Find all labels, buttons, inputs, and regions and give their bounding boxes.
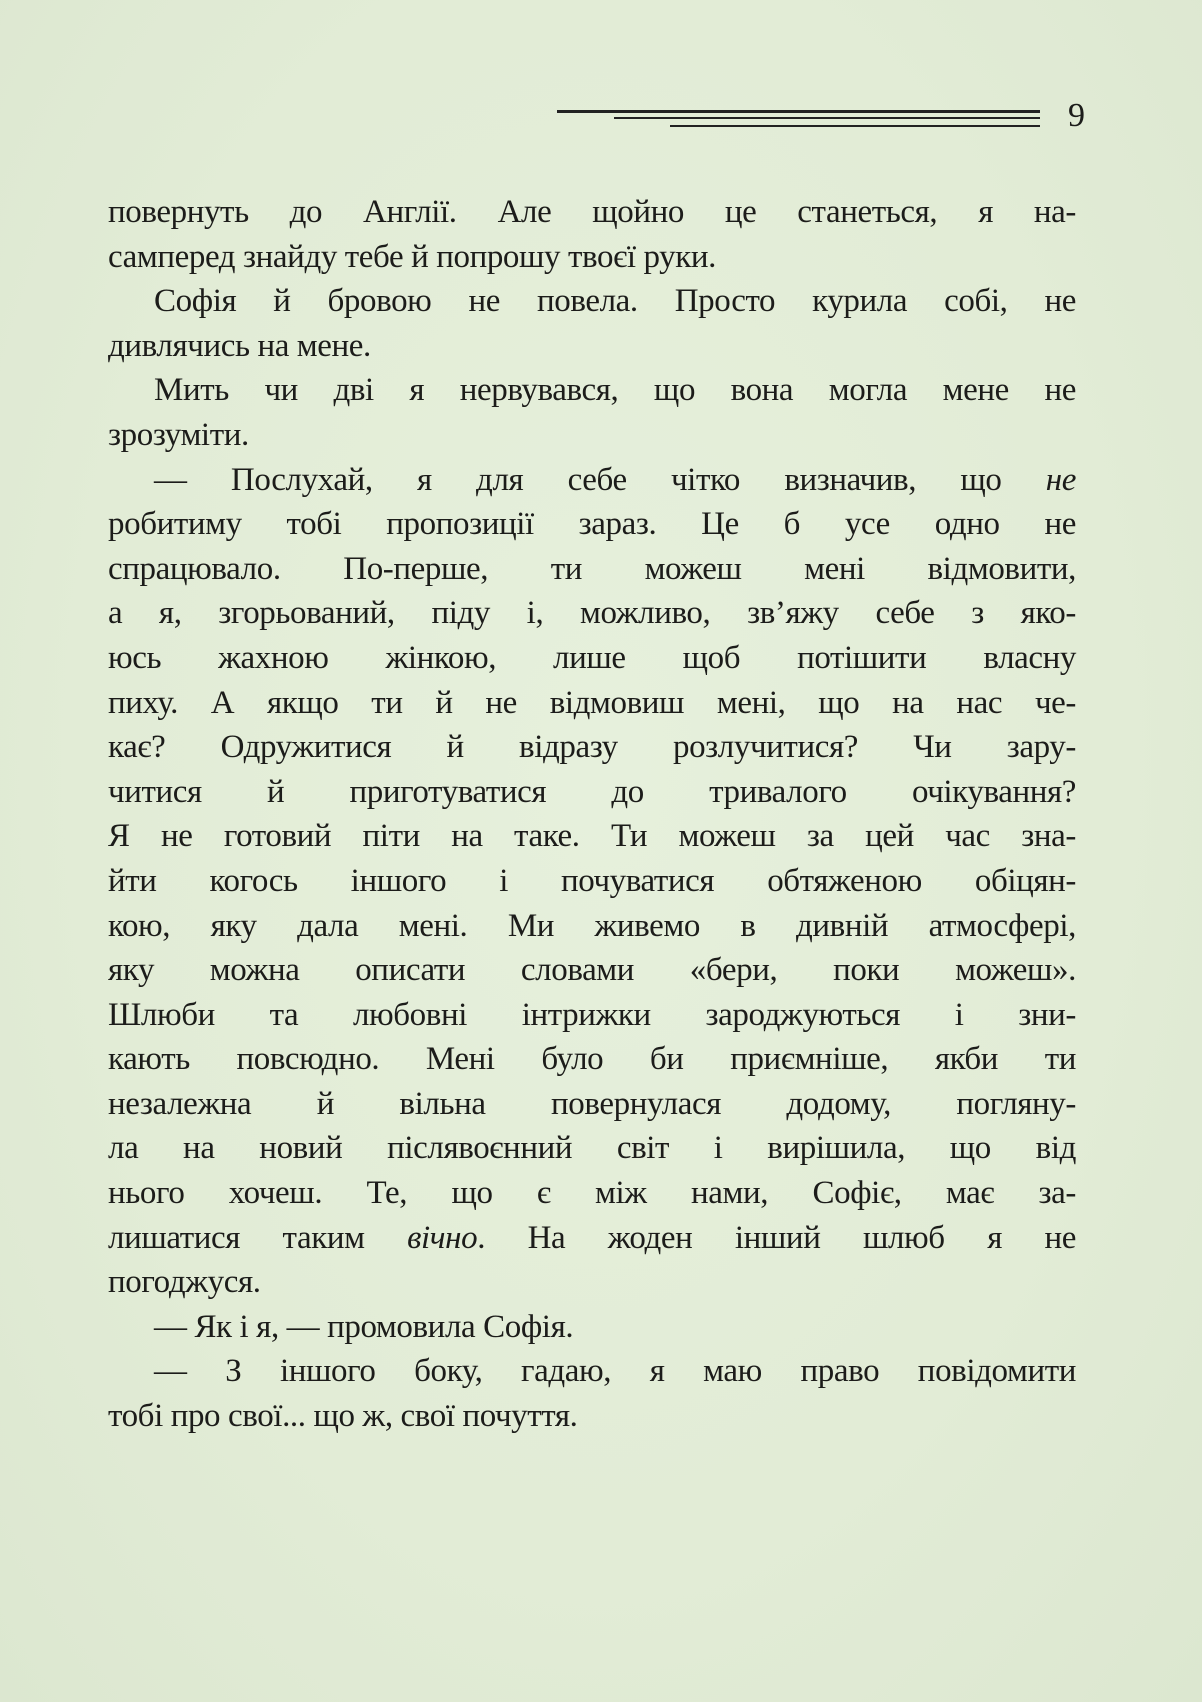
text-line: — З іншого боку, гадаю, я маю право повідомити bbox=[154, 1353, 1076, 1390]
emphasis-run: вічно bbox=[407, 1219, 478, 1256]
text-run: — Послухай, я для себе чітко визначив, що bbox=[154, 461, 1046, 498]
text-line: зрозуміти. bbox=[108, 416, 249, 453]
body-text bbox=[108, 190, 1076, 1439]
text-line: Шлюби та любовні інтрижки зароджуються і зни- bbox=[108, 996, 1076, 1033]
text-line: спрацювало. По-перше, ти можеш мені відмовити, bbox=[108, 550, 1076, 587]
emphasis-run: не bbox=[1045, 461, 1076, 498]
text-line: тобі про свої... що ж, свої почуття. bbox=[108, 1398, 578, 1435]
text-line: читися й приготуватися до тривалого очікування? bbox=[108, 773, 1076, 810]
text-line: кою, яку дала мені. Ми живемо в дивній атмосфері, bbox=[108, 907, 1076, 944]
text-line: дивлячись на мене. bbox=[108, 327, 371, 364]
text-line: самперед знайду тебе й попрошу твоєї руки. bbox=[108, 238, 716, 275]
text-line: — Як і я, — промовила Софія. bbox=[154, 1308, 574, 1345]
text-line: нього хочеш. Те, що є між нами, Софіє, має за- bbox=[108, 1175, 1076, 1212]
text-line: пиху. А якщо ти й не відмовиш мені, що на нас че- bbox=[108, 684, 1076, 721]
text-line: Мить чи дві я нервувався, що вона могла мене не bbox=[154, 372, 1076, 409]
header-rule-top bbox=[557, 110, 1040, 113]
text-line bbox=[108, 1216, 1076, 1261]
header-rule-bottom bbox=[670, 125, 1040, 127]
text-run: лишатися таким bbox=[108, 1219, 408, 1256]
running-head bbox=[555, 97, 1085, 140]
text-line: робитиму тобі пропозиції зараз. Це б усе одно не bbox=[108, 506, 1076, 543]
text-line: кає? Одружитися й відразу розлучитися? Чи зару- bbox=[108, 729, 1076, 766]
text-line: а я, згорьований, піду і, можливо, зв’яжу себе з яко- bbox=[108, 595, 1076, 632]
text-line: повернуть до Англії. Але щойно це станеться, я на- bbox=[108, 194, 1076, 230]
text-line: ла на новий післявоєнний світ і вирішила, що від bbox=[108, 1130, 1076, 1167]
text-line bbox=[108, 458, 1076, 503]
text-line: кають повсюдно. Мені було би приємніше, якби ти bbox=[108, 1041, 1076, 1078]
text-line: Я не готовий піти на таке. Ти можеш за цей час зна- bbox=[108, 818, 1076, 855]
text-line: Софія й бровою не повела. Просто курила собі, не bbox=[154, 283, 1076, 320]
header-rule-middle bbox=[614, 117, 1040, 119]
page-number: 9 bbox=[1068, 97, 1085, 134]
text-line: юсь жахною жінкою, лише щоб потішити власну bbox=[108, 639, 1076, 676]
text-line: погоджуся. bbox=[108, 1264, 261, 1301]
text-line: йти когось іншого і почуватися обтяженою обіцян- bbox=[108, 862, 1076, 899]
text-run: . На жоден інший шлюб я не bbox=[477, 1219, 1076, 1256]
text-line: незалежна й вільна повернулася додому, погляну- bbox=[108, 1085, 1076, 1122]
text-line: яку можна описати словами «бери, поки можеш». bbox=[108, 952, 1076, 989]
